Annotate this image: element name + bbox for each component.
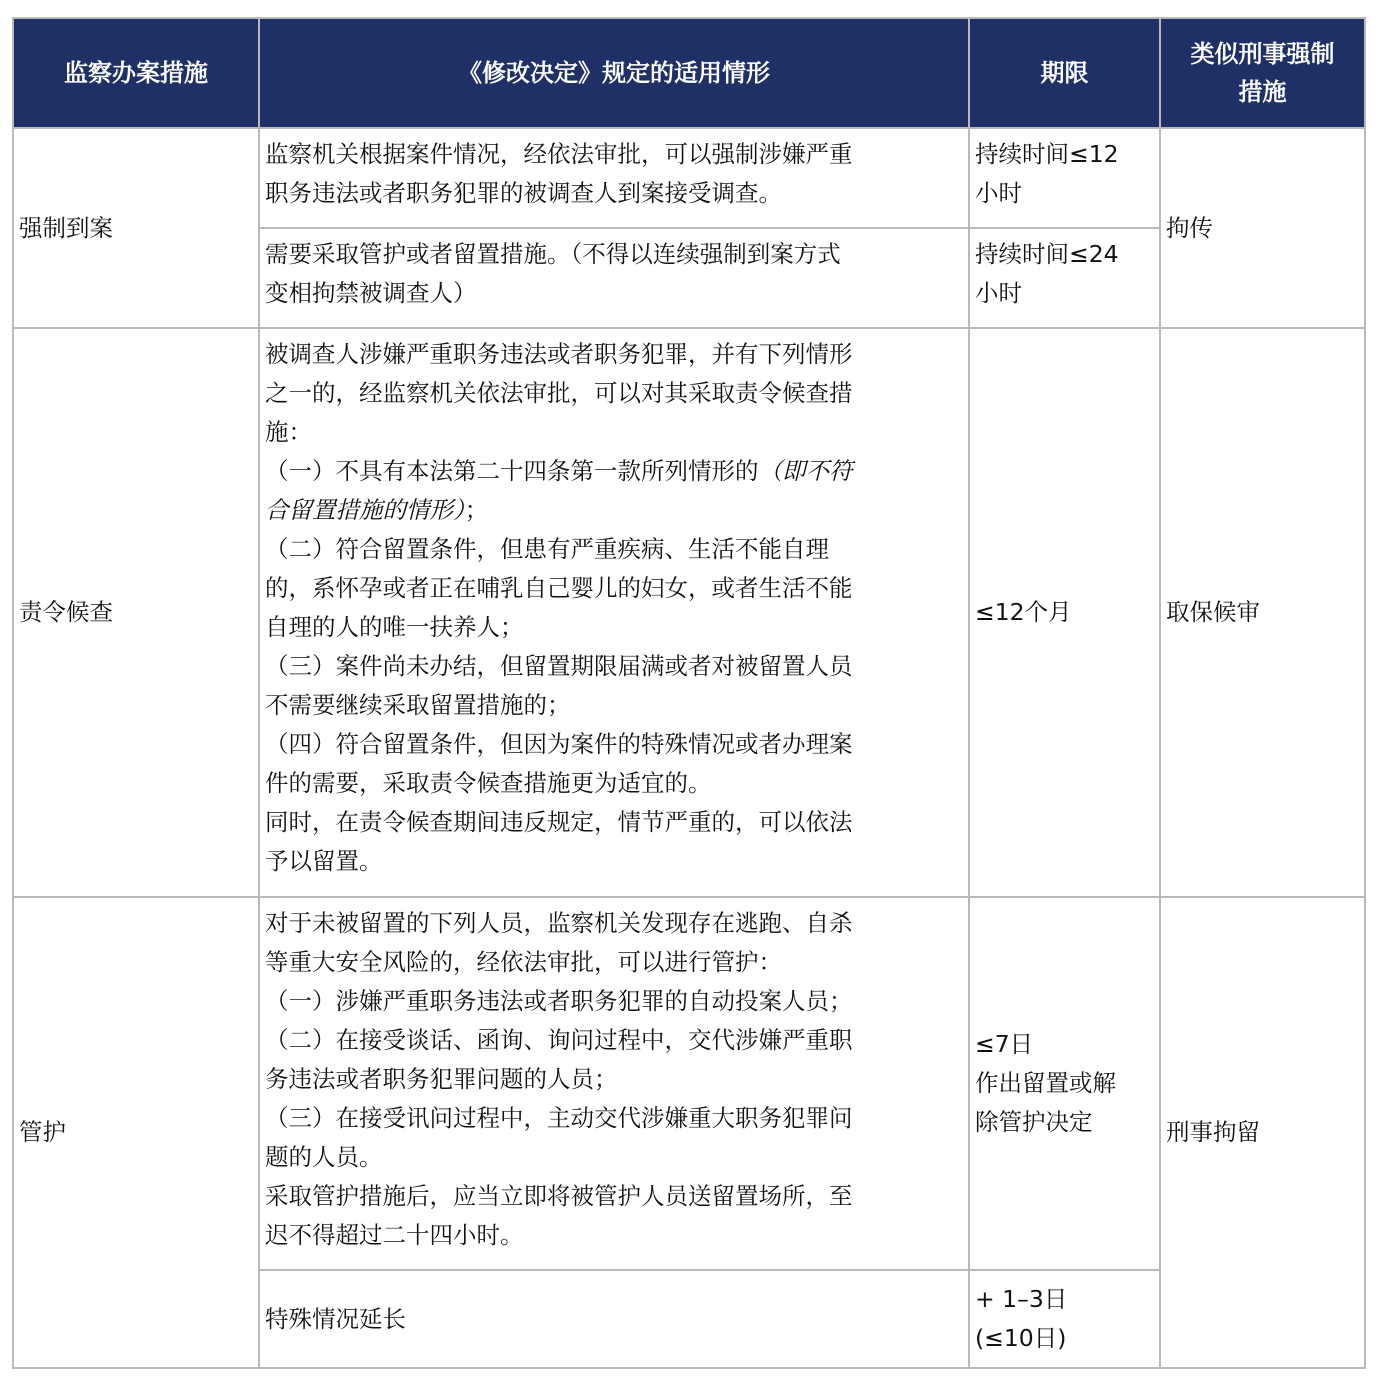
measure-waiting: 责令候查 bbox=[13, 328, 259, 897]
measure-custody: 管护 bbox=[13, 897, 259, 1368]
table-row bbox=[13, 897, 1365, 1270]
condition-cell bbox=[259, 328, 969, 897]
header-criminal-measure bbox=[1160, 18, 1365, 128]
text-line: 采取管护措施后，应当立即将被管护人员送留置场所，至 bbox=[265, 1182, 853, 1210]
text-line: 小时 bbox=[975, 179, 1022, 207]
measure-forced: 强制到案 bbox=[13, 128, 259, 328]
measures-table bbox=[12, 17, 1366, 1369]
text-line: 自理的人的唯一扶养人； bbox=[265, 613, 524, 641]
text-line bbox=[265, 452, 962, 491]
period-cell bbox=[969, 228, 1160, 328]
text-line: 件的需要，采取责令候查措施更为适宜的。 bbox=[265, 769, 712, 797]
criminal-custody: 刑事拘留 bbox=[1160, 897, 1365, 1368]
text-line: 予以留置。 bbox=[265, 847, 383, 875]
condition-cell bbox=[259, 128, 969, 228]
text-line: 持续时间≤12 bbox=[975, 140, 1119, 168]
item1-text: （一）不具有本法第二十四条第一款所列情形的 bbox=[265, 457, 759, 485]
item1-note: 合留置措施的情形） bbox=[265, 496, 465, 524]
text-line: (≤10日) bbox=[975, 1324, 1067, 1352]
text-line: 职务违法或者职务犯罪的被调查人到案接受调查。 bbox=[265, 179, 782, 207]
text-line: 小时 bbox=[975, 279, 1022, 307]
text-line: 需要采取管护或者留置措施。（不得以连续强制到案方式 bbox=[265, 240, 841, 268]
text-line: 对于未被留置的下列人员，监察机关发现存在逃跑、自杀 bbox=[265, 909, 853, 937]
text-line: 变相拘禁被调查人） bbox=[265, 279, 477, 307]
text-line: 之一的，经监察机关依法审批，可以对其采取责令候查措 bbox=[265, 379, 853, 407]
condition-cell bbox=[259, 897, 969, 1270]
item1-end: ； bbox=[464, 496, 489, 524]
text-line: （三）案件尚未办结，但留置期限届满或者对被留置人员 bbox=[265, 652, 853, 680]
text-line: （二）符合留置条件，但患有严重疾病、生活不能自理 bbox=[265, 535, 829, 563]
header-criminal-line2: 措施 bbox=[1238, 78, 1287, 106]
period-cell bbox=[969, 128, 1160, 228]
text-line: 题的人员。 bbox=[265, 1143, 383, 1171]
header-row bbox=[13, 18, 1365, 128]
text-line: 务违法或者职务犯罪问题的人员； bbox=[265, 1065, 618, 1093]
text-line: 监察机关根据案件情况，经依法审批，可以强制涉嫌严重 bbox=[265, 140, 853, 168]
text-line: 作出留置或解 bbox=[975, 1069, 1116, 1097]
text-line: 同时，在责令候查期间违反规定，情节严重的，可以依法 bbox=[265, 808, 853, 836]
text-line: ≤7日 bbox=[975, 1030, 1034, 1058]
text-line: + 1–3日 bbox=[975, 1285, 1068, 1313]
condition-cell: 特殊情况延长 bbox=[259, 1270, 969, 1368]
header-measure: 监察办案措施 bbox=[13, 18, 259, 128]
text-line: 的，系怀孕或者正在哺乳自己婴儿的妇女，或者生活不能 bbox=[265, 574, 853, 602]
table-row bbox=[13, 328, 1365, 897]
measures-table-container bbox=[12, 17, 1366, 1369]
period-cell bbox=[969, 897, 1160, 1270]
text-line: （三）在接受讯问过程中，主动交代涉嫌重大职务犯罪问 bbox=[265, 1104, 853, 1132]
text-line: 持续时间≤24 bbox=[975, 240, 1119, 268]
period-cell bbox=[969, 1270, 1160, 1368]
condition-cell bbox=[259, 228, 969, 328]
text-line: 迟不得超过二十四小时。 bbox=[265, 1221, 524, 1249]
header-period: 期限 bbox=[969, 18, 1160, 128]
text-line: 不需要继续采取留置措施的； bbox=[265, 691, 571, 719]
text-line: 被调查人涉嫌严重职务违法或者职务犯罪，并有下列情形 bbox=[265, 340, 853, 368]
text-line: （二）在接受谈话、函询、询问过程中，交代涉嫌严重职 bbox=[265, 1026, 853, 1054]
text-line: （四）符合留置条件，但因为案件的特殊情况或者办理案 bbox=[265, 730, 853, 758]
text-line: 除管护决定 bbox=[975, 1108, 1093, 1136]
item1-note: （即不符 bbox=[758, 457, 853, 485]
text-line: 等重大安全风险的，经依法审批，可以进行管护： bbox=[265, 948, 782, 976]
text-line bbox=[265, 491, 962, 530]
table-row bbox=[13, 128, 1365, 228]
text-line: （一）涉嫌严重职务违法或者职务犯罪的自动投案人员； bbox=[265, 987, 853, 1015]
criminal-waiting: 取保候审 bbox=[1160, 328, 1365, 897]
text-line: 施： bbox=[265, 418, 312, 446]
criminal-forced: 拘传 bbox=[1160, 128, 1365, 328]
period-cell: ≤12个月 bbox=[969, 328, 1160, 897]
header-criminal-line1: 类似刑事强制 bbox=[1190, 40, 1335, 68]
header-condition: 《修改决定》规定的适用情形 bbox=[259, 18, 969, 128]
